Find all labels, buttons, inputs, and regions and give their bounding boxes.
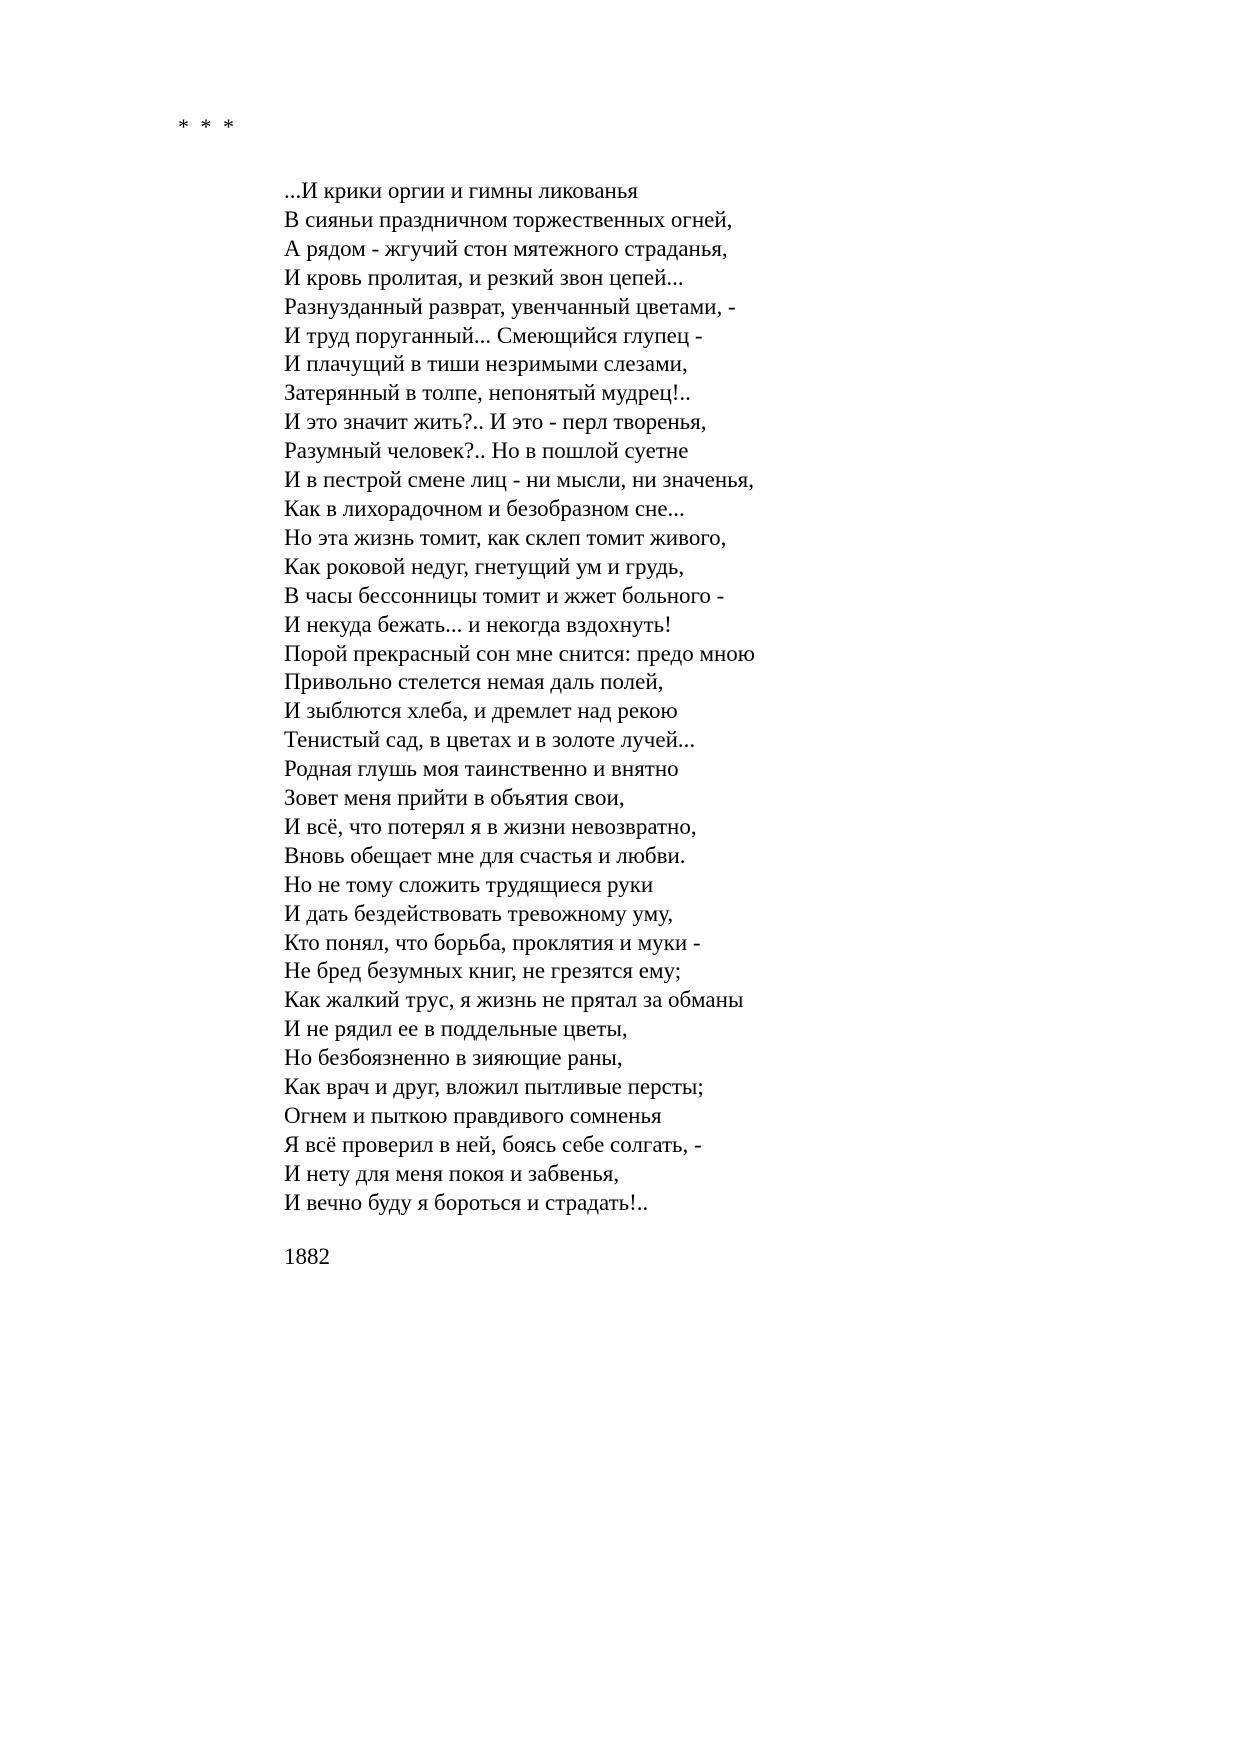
poem-line: И в пестрой смене лиц - ни мысли, ни значенья,	[284, 467, 754, 493]
poem-line: И всё, что потерял я в жизни невозвратно,	[284, 813, 697, 839]
poem-line: Тенистый сад, в цветах и в золоте лучей...	[284, 727, 696, 753]
poem-line: Родная глушь моя таинственно и внятно	[284, 756, 679, 782]
poem-line: И плачущий в тиши незримыми слезами,	[284, 351, 688, 377]
poem-line: И труд поруганный... Смеющийся глупец -	[284, 322, 703, 348]
poem-line: И дать бездействовать тревожному уму,	[284, 900, 674, 926]
poem-line: Затерянный в толпе, непонятый мудрец!..	[284, 380, 691, 406]
poem-line: Разумный человек?.. Но в пошлой суетне	[284, 438, 689, 464]
poem-line: Вновь обещает мне для счастья и любви.	[284, 842, 686, 868]
poem-line: И кровь пролитая, и резкий звон цепей...	[284, 264, 684, 290]
section-asterism: * * *	[178, 114, 237, 139]
poem-line: Но не тому сложить трудящиеся руки	[284, 871, 654, 897]
poem-line: Как в лихорадочном и безобразном сне...	[284, 495, 685, 521]
poem-line: ...И крики оргии и гимны ликованья	[284, 178, 638, 203]
poem-line: Но эта жизнь томит, как склеп томит живого,	[284, 524, 727, 550]
poem-line: И это значит жить?.. И это - перл творенья,	[284, 409, 707, 435]
poem-line: Как роковой недуг, гнетущий ум и грудь,	[284, 553, 685, 579]
poem-line: И не рядил ее в поддельные цветы,	[284, 1016, 628, 1042]
poem-line: Кто понял, что борьба, проклятия и муки -	[284, 929, 701, 955]
poem-line: Зовет меня прийти в объятия свои,	[284, 785, 625, 811]
poem-line: И некуда бежать... и некогда вздохнуть!	[284, 611, 672, 637]
poem-line: Привольно стелется немая даль полей,	[284, 669, 664, 695]
poem-body	[284, 177, 755, 1218]
poem-year: 1882	[284, 1244, 330, 1269]
poem-line: И вечно буду я бороться и страдать!..	[284, 1189, 649, 1215]
poem-line: Порой прекрасный сон мне снится: предо мною	[284, 640, 755, 666]
poem-line: Разнузданный разврат, увенчанный цветами, -	[284, 293, 736, 319]
poem-line: В сияньи праздничном торжественных огней,	[284, 206, 733, 232]
poem-line: В часы бессонницы томит и жжет больного -	[284, 582, 725, 608]
poem-line: И зыблются хлеба, и дремлет над рекою	[284, 698, 678, 724]
poem-line: Как жалкий трус, я жизнь не прятал за обманы	[284, 987, 744, 1013]
poem-line: Не бред безумных книг, не грезятся ему;	[284, 958, 682, 984]
poem-line: Как врач и друг, вложил пытливые персты;	[284, 1074, 704, 1100]
poem-line: И нету для меня покоя и забвенья,	[284, 1160, 620, 1186]
poem-line: Огнем и пыткою правдивого сомненья	[284, 1103, 662, 1128]
poem-line: Я всё проверил в ней, боясь себе солгать, -	[284, 1131, 702, 1157]
poem-line: А рядом - жгучий стон мятежного страданья,	[284, 235, 728, 261]
poem-line: Но безбоязненно в зияющие раны,	[284, 1045, 623, 1071]
